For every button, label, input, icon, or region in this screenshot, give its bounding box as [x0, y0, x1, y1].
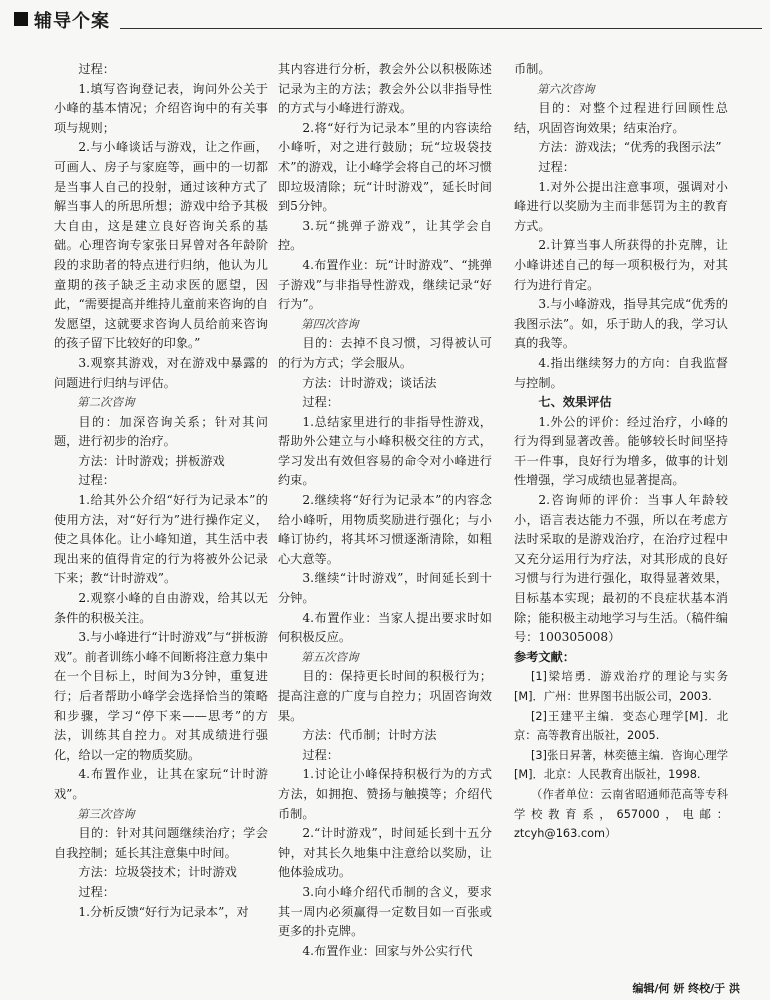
paragraph: 4.指出继续努力的方向：自我监督与控制。: [514, 355, 728, 390]
text-column-3: [514, 60, 728, 844]
paragraph: 方法：代币制；计时方法: [302, 728, 437, 743]
paragraph: 方法：垃圾袋技术；计时游戏: [78, 865, 237, 880]
paragraph: 1.外公的评价：经过治疗，小峰的行为得到显著改善。能够较长时间坚持干一件事，良好行为增多，做事的计划性增强，学习成绩也显著提高。: [514, 414, 728, 488]
paragraph: 方法：游戏法；“优秀的我图示法”: [538, 140, 722, 155]
paragraph: 过程：: [302, 747, 339, 762]
paragraph: 过程：: [78, 884, 115, 899]
paragraph: 目的：保持更长时间的积极行为；提高注意的广度与自控力；巩固咨询效果。: [278, 669, 492, 723]
section-marker-icon: [14, 12, 28, 26]
paragraph: 方法：计时游戏；拼板游戏: [78, 453, 225, 468]
paragraph: 2.计算当事人所获得的扑克牌，让小峰讲述自己的每一项积极行为，对其行为进行肯定。: [514, 238, 728, 292]
paragraph: 1.讨论让小峰保持积极行为的方式方法，如拥抱、赞扬与触摸等；介绍代币制。: [278, 767, 492, 821]
session-heading: 第二次咨询: [77, 395, 135, 410]
paragraph: 2.与小峰谈话与游戏，让之作画，可画人、房子与家庭等，画中的一切都是当事人自己的投射，通过该种方式了解当事人的所思所想；游戏中给予其极大自由，这是建立良好咨询关系的基础。心理咨询专家张日昇曾对各年龄阶段的求助者的特点进行归纳，他认为儿童期的孩子缺乏主动求医的愿望，因此，“需要提高并维持儿童前来咨询的自发愿望，这就要求咨询人员给前来咨询的孩子留下比较好的印象。”: [54, 140, 268, 351]
paragraph: 3.玩“挑弹子游戏”，让其学会自控。: [278, 218, 492, 253]
header-rule: [120, 28, 762, 29]
paragraph: 目的：针对其问题继续治疗；学会自我控制；延长其注意集中时间。: [54, 826, 268, 860]
paragraph: 过程：: [538, 159, 575, 174]
section-title: 辅导个案: [34, 11, 110, 32]
section-heading: 七、效果评估: [538, 395, 612, 410]
paragraph: 过程：: [302, 395, 339, 410]
paragraph: 3.与小峰游戏，指导其完成“优秀的我图示法”。如，乐于助人的我，学习认真的我等。: [514, 297, 728, 351]
reference-entry: [3]张日昇著，林奕德主编．咨询心理学[M]．北京：人民教育出版社，1998.: [514, 748, 728, 782]
text-column-2: [278, 60, 492, 961]
session-heading: 第三次咨询: [77, 806, 135, 821]
session-heading: 第五次咨询: [301, 649, 359, 664]
paragraph: 1.对外公提出注意事项，强调对小峰进行以奖励为主而非惩罚为主的教育方式。: [514, 179, 728, 233]
paragraph: 过程：: [78, 62, 115, 76]
session-heading: 第四次咨询: [301, 316, 359, 331]
paragraph: 3.与小峰进行“计时游戏”与“拼板游戏”。前者训练小峰不间断将注意力集中在一个目标上，时间为3分钟，重复进行；后者帮助小峰学会选择恰当的策略和步骤，学习“停下来——思考”的方法，训练其自控力。对其成绩进行强化，给以一定的物质奖励。: [54, 630, 268, 762]
paragraph: 目的：加深咨询关系；针对其问题，进行初步的治疗。: [54, 414, 268, 449]
paragraph: 1.给其外公介绍“好行为记录本”的使用方法，对“好行为”进行操作定义，使之具体化。让小峰知道，其生活中表现出来的值得肯定的行为将被外公记录下来；教“计时游戏”。: [54, 493, 268, 586]
paragraph: 2.继续将“好行为记录本”的内容念给小峰听，用物质奖励进行强化；与小峰订协约，将其坏习惯逐渐清除，如粗心大意等。: [278, 493, 492, 566]
paragraph: 目的：对整个过程进行回顾性总结，巩固咨询效果；结束治疗。: [514, 101, 728, 135]
reference-entry: （作者单位：云南省昭通师范高等专科学校教育系，657000，电邮：ztcyh@163.com）: [514, 787, 728, 841]
paragraph: 其内容进行分析，教会外公以积极陈述记录为主的方法；教会外公以非指导性的方式与小峰进行游戏。: [278, 62, 492, 116]
session-heading: 第六次咨询: [537, 81, 595, 96]
text-column-1: [54, 60, 268, 922]
paragraph: 4.布置作业，让其在家玩“计时游戏”。: [54, 767, 268, 801]
paragraph: 3.向小峰介绍代币制的含义，要求其一周内必须赢得一定数目如一百张或更多的扑克牌。: [278, 884, 492, 939]
paragraph: 过程：: [78, 473, 115, 488]
paragraph: 3.继续“计时游戏”，时间延长到十分钟。: [278, 571, 492, 606]
paragraph: 3.观察其游戏，对在游戏中暴露的问题进行归纳与评估。: [54, 355, 268, 390]
paragraph: 4.布置作业：玩“计时游戏”、“挑弹子游戏”与非指导性游戏，继续记录“好行为”。: [278, 257, 492, 312]
paragraph: 4.布置作业：当家人提出要求时如何积极反应。: [278, 610, 492, 645]
paragraph: 1.分析反馈“好行为记录本”，对: [78, 904, 249, 919]
paragraph: 2.将“好行为记录本”里的内容读给小峰听，对之进行鼓励；玩“垃圾袋技术”的游戏，让小峰学会将自己的坏习惯即垃圾清除；玩“计时游戏”，延长时间到5分钟。: [278, 120, 492, 214]
paragraph: 1.填写咨询登记表，询问外公关于小峰的基本情况；介绍咨询中的有关事项与规则；: [54, 81, 268, 135]
paragraph: 1.总结家里进行的非指导性游戏，帮助外公建立与小峰积极交往的方式，学习发出有效但容易的命令对小峰进行约束。: [278, 414, 492, 488]
paragraph: 方法：计时游戏；谈话法: [302, 375, 437, 390]
paragraph: 2.“计时游戏”，时间延长到十五分钟，对其长久地集中注意给以奖励，让他体验成功。: [278, 826, 492, 880]
paragraph: 币制。: [514, 62, 551, 76]
paragraph: 4.布置作业：回家与外公实行代: [302, 943, 473, 958]
paragraph: 参考文献：: [514, 649, 575, 664]
paragraph: 目的：去掉不良习惯，习得被认可的行为方式；学会服从。: [278, 336, 492, 370]
paragraph: 2.咨询师的评价：当事人年龄较小，语言表达能力不强，所以在考虑方法时采取的是游戏治疗，在治疗过程中又充分运用行为疗法，对其形成的良好习惯与行为进行强化，取得显著效果，目标基本实现；最初的不良症状基本消除；能积极主动地学习与生活。（稿件编号：100305008）: [514, 493, 728, 645]
paragraph: 2.观察小峰的自由游戏，给其以无条件的积极关注。: [54, 591, 268, 625]
reference-entry: [1]梁培勇．游戏治疗的理论与实务[M]．广州：世界图书出版公司，2003.: [514, 670, 728, 703]
reference-entry: [2]王建平主编．变态心理学[M]．北京：高等教育出版社，2005.: [514, 709, 728, 743]
section-header: [0, 0, 770, 38]
editor-credits: 编辑/何 妍 终校/于 洪: [632, 982, 740, 995]
